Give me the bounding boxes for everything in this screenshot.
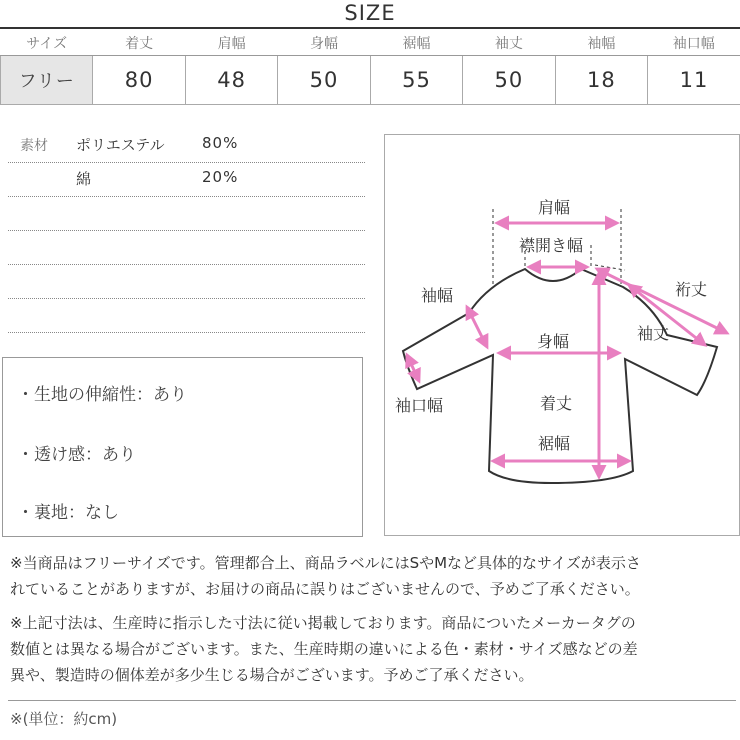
note-measurement-line3: 異や、製造時の個体差が多少生じる場合がございます。予めご了承ください。 xyxy=(10,666,534,684)
unit-note: ※(単位：約cm) xyxy=(10,710,118,728)
size-table-header-row xyxy=(1,31,740,56)
label-sleeve-full-length: 裄丈 xyxy=(675,280,708,299)
fabric-properties-box xyxy=(2,357,363,537)
garment-illustration xyxy=(385,135,739,535)
title-divider xyxy=(0,27,740,29)
notes-divider xyxy=(8,700,736,701)
header-sleeve-width: 袖幅 xyxy=(555,31,647,56)
value-hem-width: 55 xyxy=(370,56,462,105)
header-size: サイズ xyxy=(1,31,93,56)
label-body-width: 身幅 xyxy=(537,332,570,351)
property-stretch: ・生地の伸縮性：あり xyxy=(17,385,187,405)
size-table xyxy=(0,31,740,105)
material-row-empty xyxy=(8,196,365,231)
material-label: 素材 xyxy=(20,138,48,154)
material-percent: 80% xyxy=(202,134,239,152)
measurement-diagram xyxy=(384,134,740,536)
header-cuff-width: 袖口幅 xyxy=(648,31,740,56)
material-row xyxy=(8,162,365,197)
value-length: 80 xyxy=(93,56,185,105)
header-hem-width: 裾幅 xyxy=(370,31,462,56)
header-shoulder: 肩幅 xyxy=(185,31,277,56)
value-body-width: 50 xyxy=(278,56,370,105)
label-hem-width: 裾幅 xyxy=(538,434,571,453)
note-free-size-line2: れていることがありますが、お届けの商品に誤りはございませんので、予めご了承ください。 xyxy=(10,580,640,598)
note-measurement-line2: 数値とは異なる場合がございます。また、生産時期の違いによる色・素材・サイズ感などの差 xyxy=(10,640,638,658)
label-cuff-width: 袖口幅 xyxy=(395,396,444,415)
size-cell-free: フリー xyxy=(1,56,93,105)
header-body-width: 身幅 xyxy=(278,31,370,56)
material-name: 綿 xyxy=(76,170,92,188)
header-sleeve-length: 袖丈 xyxy=(463,31,555,56)
material-row xyxy=(8,128,365,163)
material-name: ポリエステル xyxy=(76,136,165,154)
size-title: SIZE xyxy=(344,1,396,25)
label-shoulder: 肩幅 xyxy=(538,198,571,217)
header-length: 着丈 xyxy=(93,31,185,56)
value-sleeve-length: 50 xyxy=(463,56,555,105)
value-cuff-width: 11 xyxy=(648,56,740,105)
property-lining: ・裏地：なし xyxy=(17,503,119,523)
property-sheer: ・透け感：あり xyxy=(17,445,136,465)
note-measurement-line1: ※上記寸法は、生産時に指示した寸法に従い掲載しております。商品についたメーカータグの xyxy=(10,614,636,632)
material-percent: 20% xyxy=(202,168,239,186)
value-shoulder: 48 xyxy=(185,56,277,105)
material-row-empty xyxy=(8,230,365,265)
label-neck-width: 襟開き幅 xyxy=(519,236,584,255)
table-row xyxy=(1,56,740,105)
material-row-empty xyxy=(8,264,365,299)
label-length: 着丈 xyxy=(540,394,573,413)
label-sleeve-width: 袖幅 xyxy=(421,286,454,305)
label-sleeve-length: 袖丈 xyxy=(637,324,670,343)
note-free-size-line1: ※当商品はフリーサイズです。管理都合上、商品ラベルにはSやMなど具体的なサイズが表示さ xyxy=(10,554,641,572)
value-sleeve-width: 18 xyxy=(555,56,647,105)
material-row-empty xyxy=(8,298,365,333)
